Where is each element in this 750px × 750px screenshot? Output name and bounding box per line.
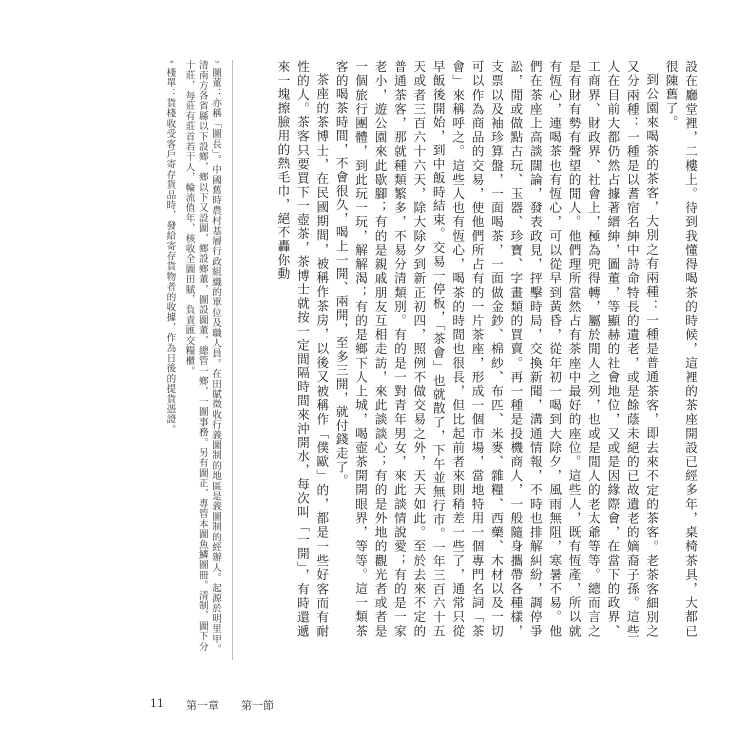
- footnotes-block: [122, 60, 222, 660]
- page-number: 11: [150, 697, 164, 710]
- section-label: 第一節: [241, 699, 274, 712]
- body-paragraph-1: 設在廳堂裡，二樓上。待到我懂得喝茶的時候，這裡的茶座開設已經多年，桌椅茶具，大都已很陳舊了。: [663, 60, 698, 638]
- body-paragraph-2: 到公園來喝茶的茶客，大別之有兩種：一種是普通茶客，即去來不定的茶客。老茶客細別之又分兩種：一種是以耆宿名紳中詩命特長的遺老，或是餘蔭未絕的已故遺老的嫡裔子孫。這些人在目前大都仍然占據著縉紳，圖董，等顯赫的社會地位，又或是因緣際會，在當下的政界、工商界、財政界、社會上，極為兜得轉，屬於閒人之列，也或是閒人的老太爺等等。總而言之是有財有勢有聲望的閒人。他們理所當然占有茶座中最好的座位。這些人，既有恆產，所以就有恆心，連喝茶也有恆心，可以從早到黃昏，從年初一喝到大除夕，風雨無阻，寒暑不易。他們在茶座上高談闊論，發表政見，抨擊時局，交換新聞，溝通情報，不時也排解糾紛，調停爭訟，閒或做點古玩、玉器、珍寶、字畫類的買賣。再一種是投機商人，一般隨身攜帶各種樣，支票以及袖珍算盤，一面喝茶，一面做金鈔、棉紗、布匹、米麥、雜糧、西藥、木材以及一切可以作為商品的交易，使他們所占有的一片茶座，形成一個市場，當地特用一個專門名詞「茶會」來稱呼之。這些人也有恆心，喝茶的時間也很長，但比起前者來則稍差一些了，通常只從早飯後開始，到中飯時結束。交易一停板，「茶會」也就散了，下午並無行市。一年三百六十五天或者三百六十六天，除大除夕到新正初四，照例不做交易之外，天天如此。至於去來不定的普通茶客，那就種類繁多，不易分清類別。有的是一對青年男女，來此談情說愛；有的是一家老小，遊公園來此歇腳；有的是親戚朋友互相走訪，來此談談心；有的是外地的觀光者或者是一個旅行團體，到此玩一玩，解解渴；有的是鄉下人上城，喝壺茶開開眼界，等等。這一類茶客的喝茶時間，不會很久，喝上一開、兩開，至多三開，就付錢走了。: [333, 60, 660, 638]
- chapter-label: 第一章: [186, 699, 219, 712]
- footnote-separator: [232, 60, 233, 660]
- footnote-1-text: 圖董：亦稱「圖長」。中國舊時農村基層行政組織的單位及職人員。在田賦徵收行義圖制的地區是義圖制的經辦人。起源於明里甲。清南方各省縣以下設鄉，鄉以下又設圖，鄉設鄉董，圖設圖董，總管一鄉，一圖事務。另有圖正，專管本圖魚鱗圖冊。清制，圖下分十莊，每莊有莊首若干人，輪流值年，核收全圖田賦，負責匯交糧櫃。: [183, 60, 221, 655]
- body-paragraph-3: 茶座的茶博士，在民國期間，被稱作茶房，以後又被稱作「僕歐」的，都是一些好客而有耐性的人。茶客只要買下一壺茶，茶博士就按一定間隔時間來沖開水，每次叫「一開」，有時還遞來一塊擦臉用的熱毛巾，絕不轟你動: [275, 60, 330, 638]
- page-footer: [150, 697, 274, 713]
- footnote-2-text: 棧單：貨棧收受客戶寄存貨品時，發給寄存貨物者的收據，作為日後的提貨憑證。: [164, 67, 176, 435]
- footnote-2-mark: ⁴: [165, 60, 175, 64]
- main-body-text: [262, 60, 700, 638]
- footnote-1-mark: ³: [211, 60, 220, 64]
- footnote-1: [182, 60, 222, 660]
- footnote-2: [163, 60, 176, 660]
